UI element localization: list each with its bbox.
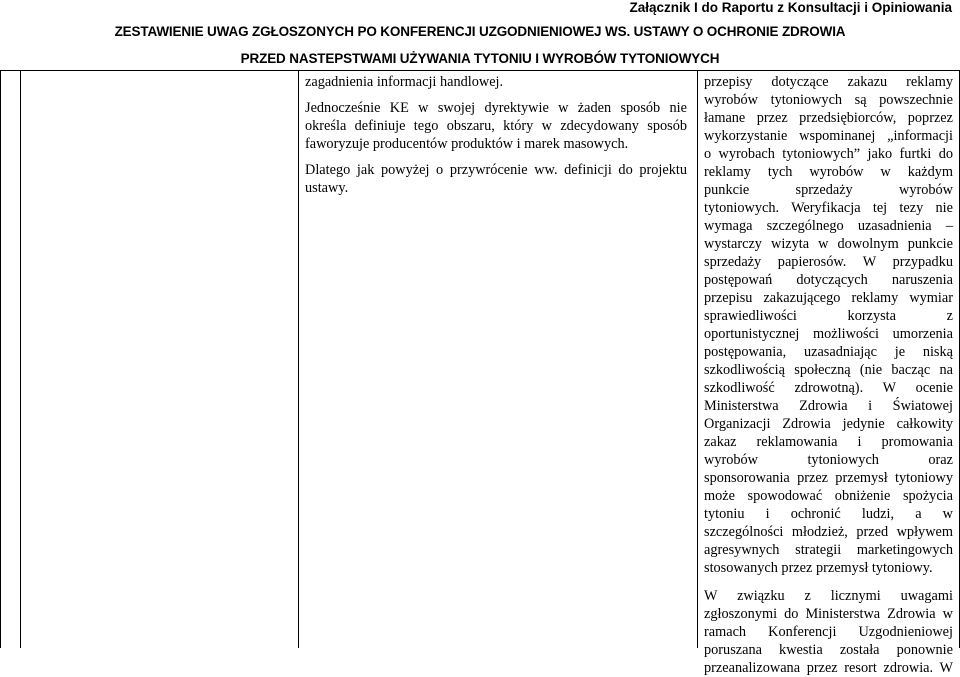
text-line: faworyzuje producentów produktów i marek masowych. — [305, 136, 629, 152]
text-line: sprawiedliwości korzysta z — [704, 308, 953, 324]
text-line: szkodliwość zdrowotną). W ocenie — [704, 380, 953, 396]
text-line: zagadnienia informacji handlowej. — [305, 74, 504, 90]
text-line: Ministerstwa Zdrowia i Światowej — [704, 398, 953, 414]
response-paragraph-2 — [704, 587, 953, 677]
text-line: tytoniu i ochronić ludzi, a w — [704, 506, 953, 522]
table-border-col2 — [20, 70, 21, 648]
text-line: postępowań dotyczących naruszenia — [704, 272, 953, 288]
text-line: Jednocześnie KE w swojej dyrektywie w żaden sposób nie — [305, 100, 687, 116]
table-border-left — [0, 70, 1, 648]
comment-paragraph-3 — [305, 161, 687, 197]
response-paragraph-1 — [704, 73, 953, 577]
text-line: o wyrobach tytoniowych” jako furtki do — [704, 146, 953, 162]
text-line: ustawy. — [305, 180, 349, 196]
text-line: wykorzystanie wspominanej „informacji — [704, 128, 953, 144]
text-line: oportunistycznej możliwości umorzenia — [704, 326, 953, 342]
text-line: szkodliwością społeczną (nie bacząc na — [704, 362, 953, 378]
text-line: wystarczy wizyta w dowolnym punkcie — [704, 236, 953, 252]
comment-paragraph-1 — [305, 73, 687, 91]
text-line: ramach Konferencji Uzgodnieniowej — [704, 624, 953, 640]
text-line: Dlatego jak powyżej o przywrócenie ww. definicji do projektu — [305, 162, 687, 178]
text-line: określa definiuje tego obszaru, który w zdecydowany sposób — [305, 118, 687, 134]
text-line: Organizacji Zdrowia jedynie całkowity — [704, 416, 953, 432]
comment-paragraph-2 — [305, 99, 687, 153]
text-line: zakaz reklamowania i promowania — [704, 434, 953, 450]
text-line: przepisu zakazującego reklamy wymiar — [704, 290, 953, 306]
response-content-cell — [704, 73, 953, 677]
text-line: sponsorowania przez przemysł tytoniowy — [704, 470, 953, 486]
annex-label: Załącznik I do Raportu z Konsultacji i Opiniowania — [629, 0, 952, 15]
table-border-col4 — [697, 70, 698, 648]
text-line: postępowania, uzasadniając je niską — [704, 344, 953, 360]
text-line: punkcie sprzedaży wyrobów — [704, 182, 953, 198]
text-line: łamane przez przedsiębiorców, poprzez — [704, 110, 953, 126]
text-line: poruszana kwestia została ponownie — [704, 642, 953, 658]
table-border-col3 — [298, 70, 299, 648]
text-line: wymaga szczególnego uzasadnienia – — [704, 218, 953, 234]
text-line: reklamy tych wyrobów w każdym — [704, 164, 953, 180]
text-line: przeanalizowana przez resort zdrowia. W — [704, 660, 953, 676]
document-title-line-2: PRZED NASTEPSTWAMI UŻYWANIA TYTONIU I WYROBÓW TYTONIOWYCH — [240, 51, 720, 66]
comment-content-cell — [305, 73, 687, 197]
text-line: wyrobów tytoniowych oraz — [704, 452, 953, 468]
text-line: wyrobów tytoniowych są powszechnie — [704, 92, 953, 108]
text-line: W związku z licznymi uwagami — [704, 588, 953, 604]
document-title-line-1: ZESTAWIENIE UWAG ZGŁOSZONYCH PO KONFERENCJI UZGODNIENIOWEJ WS. USTAWY O OCHRONIE ZDROWIA — [114, 24, 846, 39]
text-line: może spowodować obniżenie spożycia — [704, 488, 953, 504]
text-line: tytoniowych. Weryfikacja tej tezy nie — [704, 200, 953, 216]
text-line: sprzedaży papierosów. W przypadku — [704, 254, 953, 270]
table-top-border — [0, 70, 960, 71]
text-line: stosowanych przez przemysł tytoniowy. — [704, 560, 933, 576]
text-line: szczególności młodzież, przed wpływem — [704, 524, 953, 540]
text-line: zgłoszonymi do Ministerstwa Zdrowia w — [704, 606, 953, 622]
text-line: agresywnych strategii marketingowych — [704, 542, 953, 558]
text-line: przepisy dotyczące zakazu reklamy — [704, 74, 953, 90]
